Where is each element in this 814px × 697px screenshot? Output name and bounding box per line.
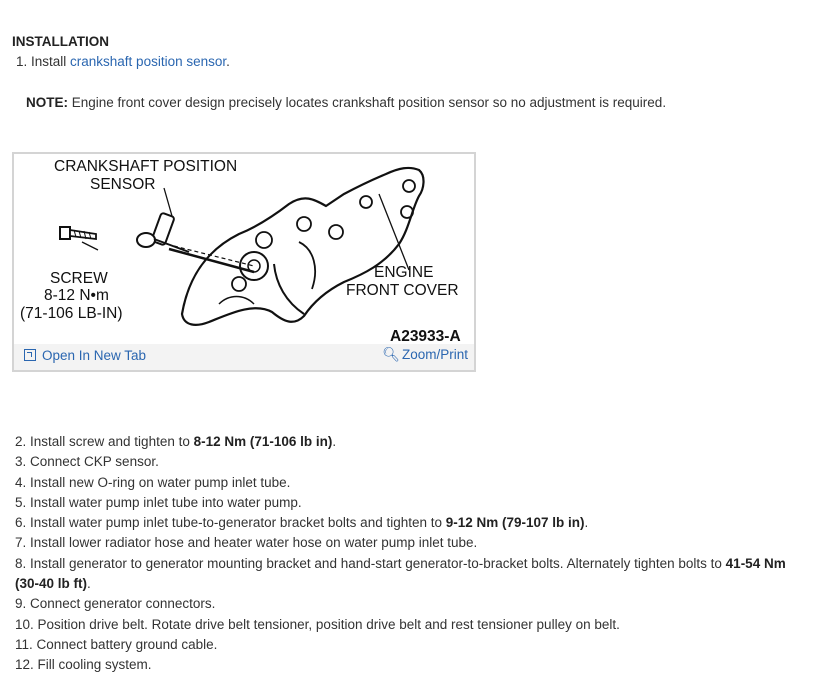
step-item (15, 655, 805, 675)
note-label: NOTE: (26, 95, 68, 110)
note (26, 95, 666, 110)
engine-front-cover-drawing (182, 168, 424, 325)
step-item (15, 473, 805, 493)
step-torque-value: 8-12 Nm (71-106 lb in) (193, 434, 333, 449)
step-text: 3. Connect CKP sensor. (15, 454, 159, 470)
open-in-new-tab-icon (24, 349, 36, 361)
installation-steps (15, 432, 805, 676)
figure-id-label: A23933-A (390, 328, 461, 344)
label-screw-line2: 8-12 N•m (44, 287, 109, 304)
label-sensor-line2: SENSOR (90, 176, 156, 193)
step-text: 5. Install water pump inlet tube into water pump. (15, 494, 302, 510)
open-in-new-tab-label: Open In New Tab (42, 348, 147, 363)
figure-toolbar (14, 344, 474, 370)
open-in-new-tab-button[interactable] (24, 348, 146, 363)
step-text: 6. Install water pump inlet tube-to-generator bracket bolts and tighten to (15, 515, 446, 531)
step-text: 12. Fill cooling system. (15, 657, 152, 673)
label-cover-line2: FRONT COVER (346, 282, 459, 299)
step-1 (16, 54, 230, 69)
label-screw-line3: (71-106 LB-IN) (20, 305, 123, 322)
zoom-print-button[interactable] (382, 346, 468, 363)
label-cover-line1: ENGINE (374, 264, 434, 281)
step-item (15, 615, 805, 635)
step-item (15, 533, 805, 553)
step-text-end: . (332, 434, 337, 449)
crankshaft-sensor-link[interactable]: crankshaft position sensor (70, 54, 227, 69)
screw-drawing (60, 227, 96, 239)
step-item (15, 635, 805, 655)
step-1-prefix: 1. Install (16, 54, 71, 69)
step-text: 8. Install generator to generator mounting bracket and hand-start generator-to-bracket bolts. Alternately tighten bolts to (15, 555, 726, 571)
step-item (15, 554, 805, 595)
step-item (15, 594, 805, 614)
sensor-drawing (137, 213, 254, 272)
crankshaft-sensor-diagram[interactable] (14, 154, 474, 344)
label-screw-line1: SCREW (50, 270, 108, 287)
step-torque-value: 41-54 Nm (30-40 lb ft) (15, 555, 786, 592)
label-sensor-line1: CRANKSHAFT POSITION (54, 158, 238, 175)
step-text: 9. Connect generator connectors. (15, 596, 216, 612)
step-torque-value: 9-12 Nm (79-107 lb in) (445, 515, 585, 531)
step-1-suffix: . (226, 54, 230, 69)
step-text-end: . (87, 576, 91, 592)
step-text: 10. Position drive belt. Rotate drive belt tensioner, position drive belt and rest tensioner pulley on belt. (15, 616, 620, 632)
step-text: 2. Install screw and tighten to (15, 434, 194, 449)
figure-panel (12, 152, 476, 372)
step-text: 11. Connect battery ground cable. (15, 636, 218, 652)
step-item (15, 513, 805, 533)
step-item (15, 432, 805, 452)
step-item (15, 452, 805, 472)
section-heading: INSTALLATION (12, 34, 109, 49)
step-text-end: . (584, 515, 589, 531)
note-text: Engine front cover design precisely locates crankshaft position sensor so no adjustment is required. (68, 95, 667, 110)
step-text: 7. Install lower radiator hose and heater water hose on water pump inlet tube. (15, 535, 478, 551)
step-item (15, 493, 805, 513)
magnifier-icon: 🔍︎ (382, 346, 400, 362)
step-text: 4. Install new O-ring on water pump inlet tube. (15, 474, 291, 490)
zoom-print-label: Zoom/Print (401, 347, 468, 362)
